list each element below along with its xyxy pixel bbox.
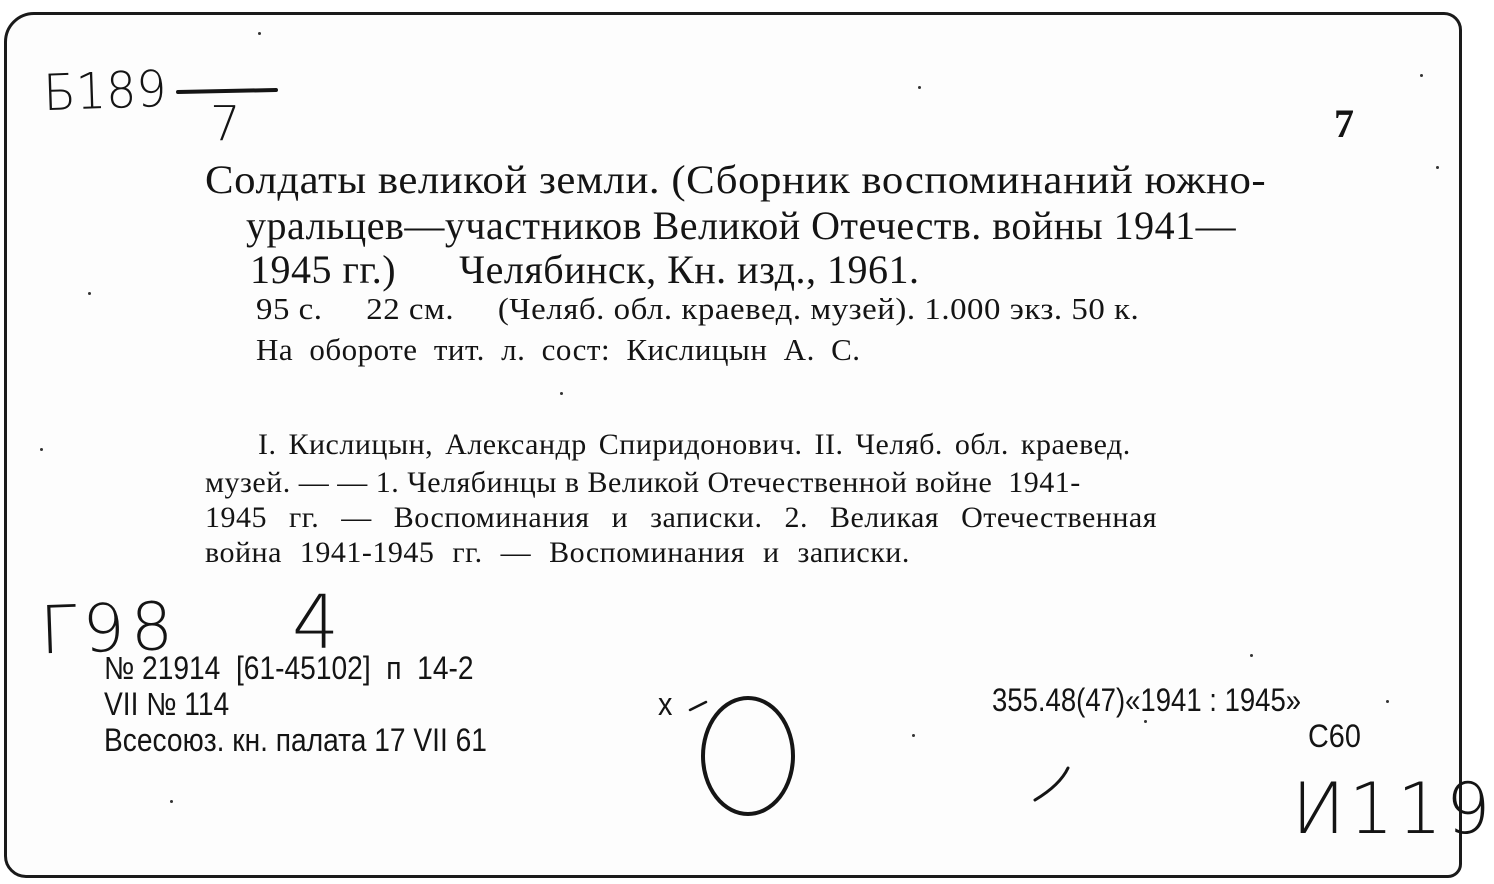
handwritten-shelf-mark: Г98 — [38, 587, 181, 670]
title-line-2: уральцев—участников Великой Отечеств. войны 1941— — [246, 203, 1237, 248]
classification-index: 355.48(47)«1941 : 1945» — [992, 682, 1302, 718]
footer-publisher-note: Всесоюз. кн. палата 17 VII 61 — [104, 722, 487, 758]
subject-line-2: музей. — — 1. Челябинцы в Великой Отечественной войне 1941- — [205, 466, 1081, 499]
footer-center-mark: x — [658, 686, 673, 722]
physical-description: 95 с. 22 см. (Челяб. обл. краевед. музей). 1.000 экз. 50 к. — [256, 291, 1140, 326]
footer-issue-number: VII № 114 — [104, 686, 230, 722]
author-mark: С60 — [1308, 718, 1361, 754]
scan-speck — [1386, 700, 1389, 703]
compiler-note: На обороте тит. л. сост: Кислицын А. С. — [256, 332, 861, 367]
scan-speck — [912, 734, 915, 737]
handwritten-call-number: Б189 — [42, 59, 168, 123]
scan-speck — [1250, 654, 1253, 657]
card-corner-number: 7 — [1334, 101, 1355, 146]
scan-speck — [918, 86, 921, 89]
scan-speck — [88, 292, 91, 295]
scan-speck — [258, 32, 261, 35]
title-line-3: 1945 гг.) Челябинск, Кн. изд., 1961. — [250, 247, 920, 292]
scan-speck — [170, 800, 173, 803]
scan-speck — [1420, 74, 1423, 77]
title-line-1: Солдаты великой земли. (Сборник воспоминаний южно- — [205, 157, 1267, 202]
handwritten-shelf-mark-suffix: 4 — [292, 580, 340, 666]
scan-speck — [1144, 720, 1147, 723]
subject-line-1: I. Кислицын, Александр Спиридонович. II. Челяб. обл. краевед. — [258, 428, 1131, 461]
subject-line-3: 1945 гг. — Воспоминания и записки. 2. Великая Отечественная — [205, 501, 1158, 534]
handwritten-call-number-denominator: 7 — [210, 96, 241, 152]
scan-speck — [560, 392, 563, 395]
scan-speck — [1436, 166, 1439, 169]
handwritten-bottom-mark: И119 — [1292, 768, 1494, 850]
footer-registration-number: № 21914 [61-45102] п 14-2 — [104, 650, 474, 686]
scan-speck — [40, 448, 43, 451]
subject-line-4: война 1941-1945 гг. — Воспоминания и записки. — [205, 536, 910, 569]
